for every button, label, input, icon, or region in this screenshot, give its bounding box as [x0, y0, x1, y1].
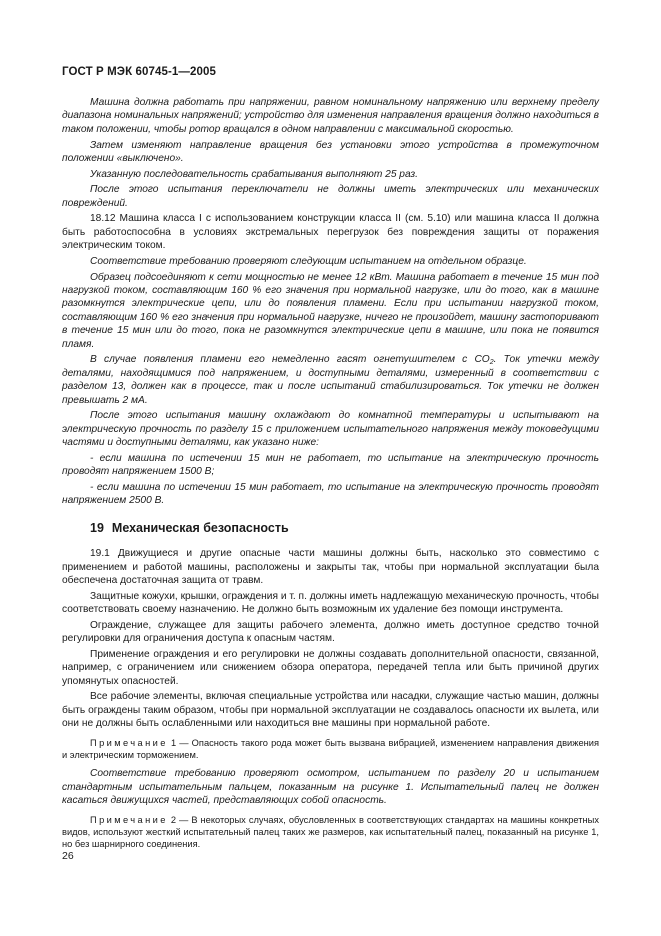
paragraph: Все рабочие элементы, включая специальные устройства или насадки, служащие частью машин, должны быть ограждены таким образом, чтобы при нормальной эксплуатации не создавалось опасности их вылета, или они не должны быть ослабленными или находиться вне машины при нормальной работе.	[62, 691, 599, 730]
co2-text-before: В случае появления пламени его немедленно гасят огнетушителем с CO	[90, 354, 490, 366]
co2-paragraph	[62, 353, 599, 407]
page-number: 26	[62, 850, 74, 862]
co2-subscript: 2	[489, 359, 494, 367]
list-item: - если машина по истечении 15 мин не работает, то испытание на электрическую прочность проводят напряжением 1500 В;	[62, 452, 599, 478]
note-2	[62, 814, 599, 851]
co2-text-after: . Ток утечки между деталями, находящимися под напряжением, и доступными деталями, измеренный в соответствии с разделом 13, должен как в процессе, так и после испытаний стабилизироваться. Ток утечки не должен превышать 2 мА.	[62, 354, 599, 406]
paragraph: Соответствие требованию проверяют следующим испытанием на отдельном образце.	[90, 255, 527, 267]
paragraph: Применение ограждения и его регулировки не должны создавать дополнительной опасности, связанной, например, с ограничением или снижением обзора оператора, передачей тепла или быть причиной других упомянутых опасностей.	[62, 648, 599, 687]
paragraph: После этого испытания переключатели не должны иметь электрических или механических повреждений.	[62, 184, 599, 209]
paragraph: Образец подсоединяют к сети мощностью не менее 12 кВт. Машина работает в течение 15 мин под нагрузкой током, составляющим 160 % его значения при нормальной нагрузке, или до того, как в машине разомкнутся электрические цепи, или до появления пламени. Если при испытании нагрузкой током, составляющим 160 % его значения при нормальной нагрузке, ничего не произойдет, машину застопоривают в течение 15 мин или до того, пока не разомкнутся электрические цепи в машине, или пока не появится пламя.	[62, 271, 599, 350]
note-text: 1 — Опасность такого рода может быть вызвана вибрацией, изменением направления движения и электрическим торможением.	[62, 737, 599, 761]
section-heading	[90, 522, 599, 535]
note-label: Примечание	[90, 737, 168, 748]
clause-18-12: 18.12 Машина класса I с использованием конструкции класса II (см. 5.10) или машина класса II должна быть работоспособна в условиях экстремальных перегрузок без повреждения защиты от поражения электрическим током.	[62, 213, 599, 252]
section-title: Механическая безопасность	[111, 520, 289, 535]
clause-19-1: 19.1 Движущиеся и другие опасные части машины должны быть, насколько это совместимо с применением и работой машины, расположены и закрыты так, чтобы при нормальной эксплуатации была обеспечена достаточная защита от травм.	[62, 548, 599, 586]
document-body	[62, 96, 599, 857]
note-1	[62, 737, 599, 762]
paragraph: Машина должна работать при напряжении, равном номинальному напряжению или верхнему пределу диапазона номинальных напряжений; устройство для изменения направления вращения должно находиться в таком положении, чтобы ротор вращался в одном направлении с максимальной скоростью.	[62, 97, 599, 135]
list-item: - если машина по истечении 15 мин работает, то испытание на электрическую прочность проводят напряжением 2500 В.	[62, 481, 599, 507]
paragraph: После этого испытания машину охлаждают до комнатной температуры и испытывают на электрическую прочность по разделу 15 с приложением испытательного напряжения между токоведущими частями и доступными деталями, как указано ниже:	[62, 410, 599, 449]
paragraph: Затем изменяют направление вращения без установки этого устройства в промежуточном положении «выключено».	[62, 139, 599, 164]
paragraph: Ограждение, служащее для защиты рабочего элемента, должно иметь доступное средство точной регулировки для ограничения доступа к опасным частям.	[62, 619, 599, 645]
compliance-paragraph: Соответствие требованию проверяют осмотром, испытанием по разделу 20 и испытанием стандартным испытательным пальцем, показанным на рисунке 1. Испытательный палец не должен касаться движущихся частей, представляющих собой опасность.	[62, 768, 599, 807]
section-number: 19	[90, 520, 104, 535]
paragraph: Защитные кожухи, крышки, ограждения и т. п. должны иметь надлежащую механическую прочность, чтобы соответствовать своему назначению. Не должно быть возможным их удаление без помощи инструмента.	[62, 590, 599, 616]
document-header: ГОСТ Р МЭК 60745-1—2005	[62, 66, 216, 78]
note-label: Примечание	[90, 814, 168, 825]
note-text: 2 — В некоторых случаях, обусловленных в соответствующих стандартах на машины конкретных видов, используют жесткий испытательный палец таких же размеров, как испытательный палец, показанный на рисунке 1, но без шарнирного соединения.	[62, 814, 599, 850]
paragraph: Указанную последовательность срабатывания выполняют 25 раз.	[90, 168, 418, 180]
